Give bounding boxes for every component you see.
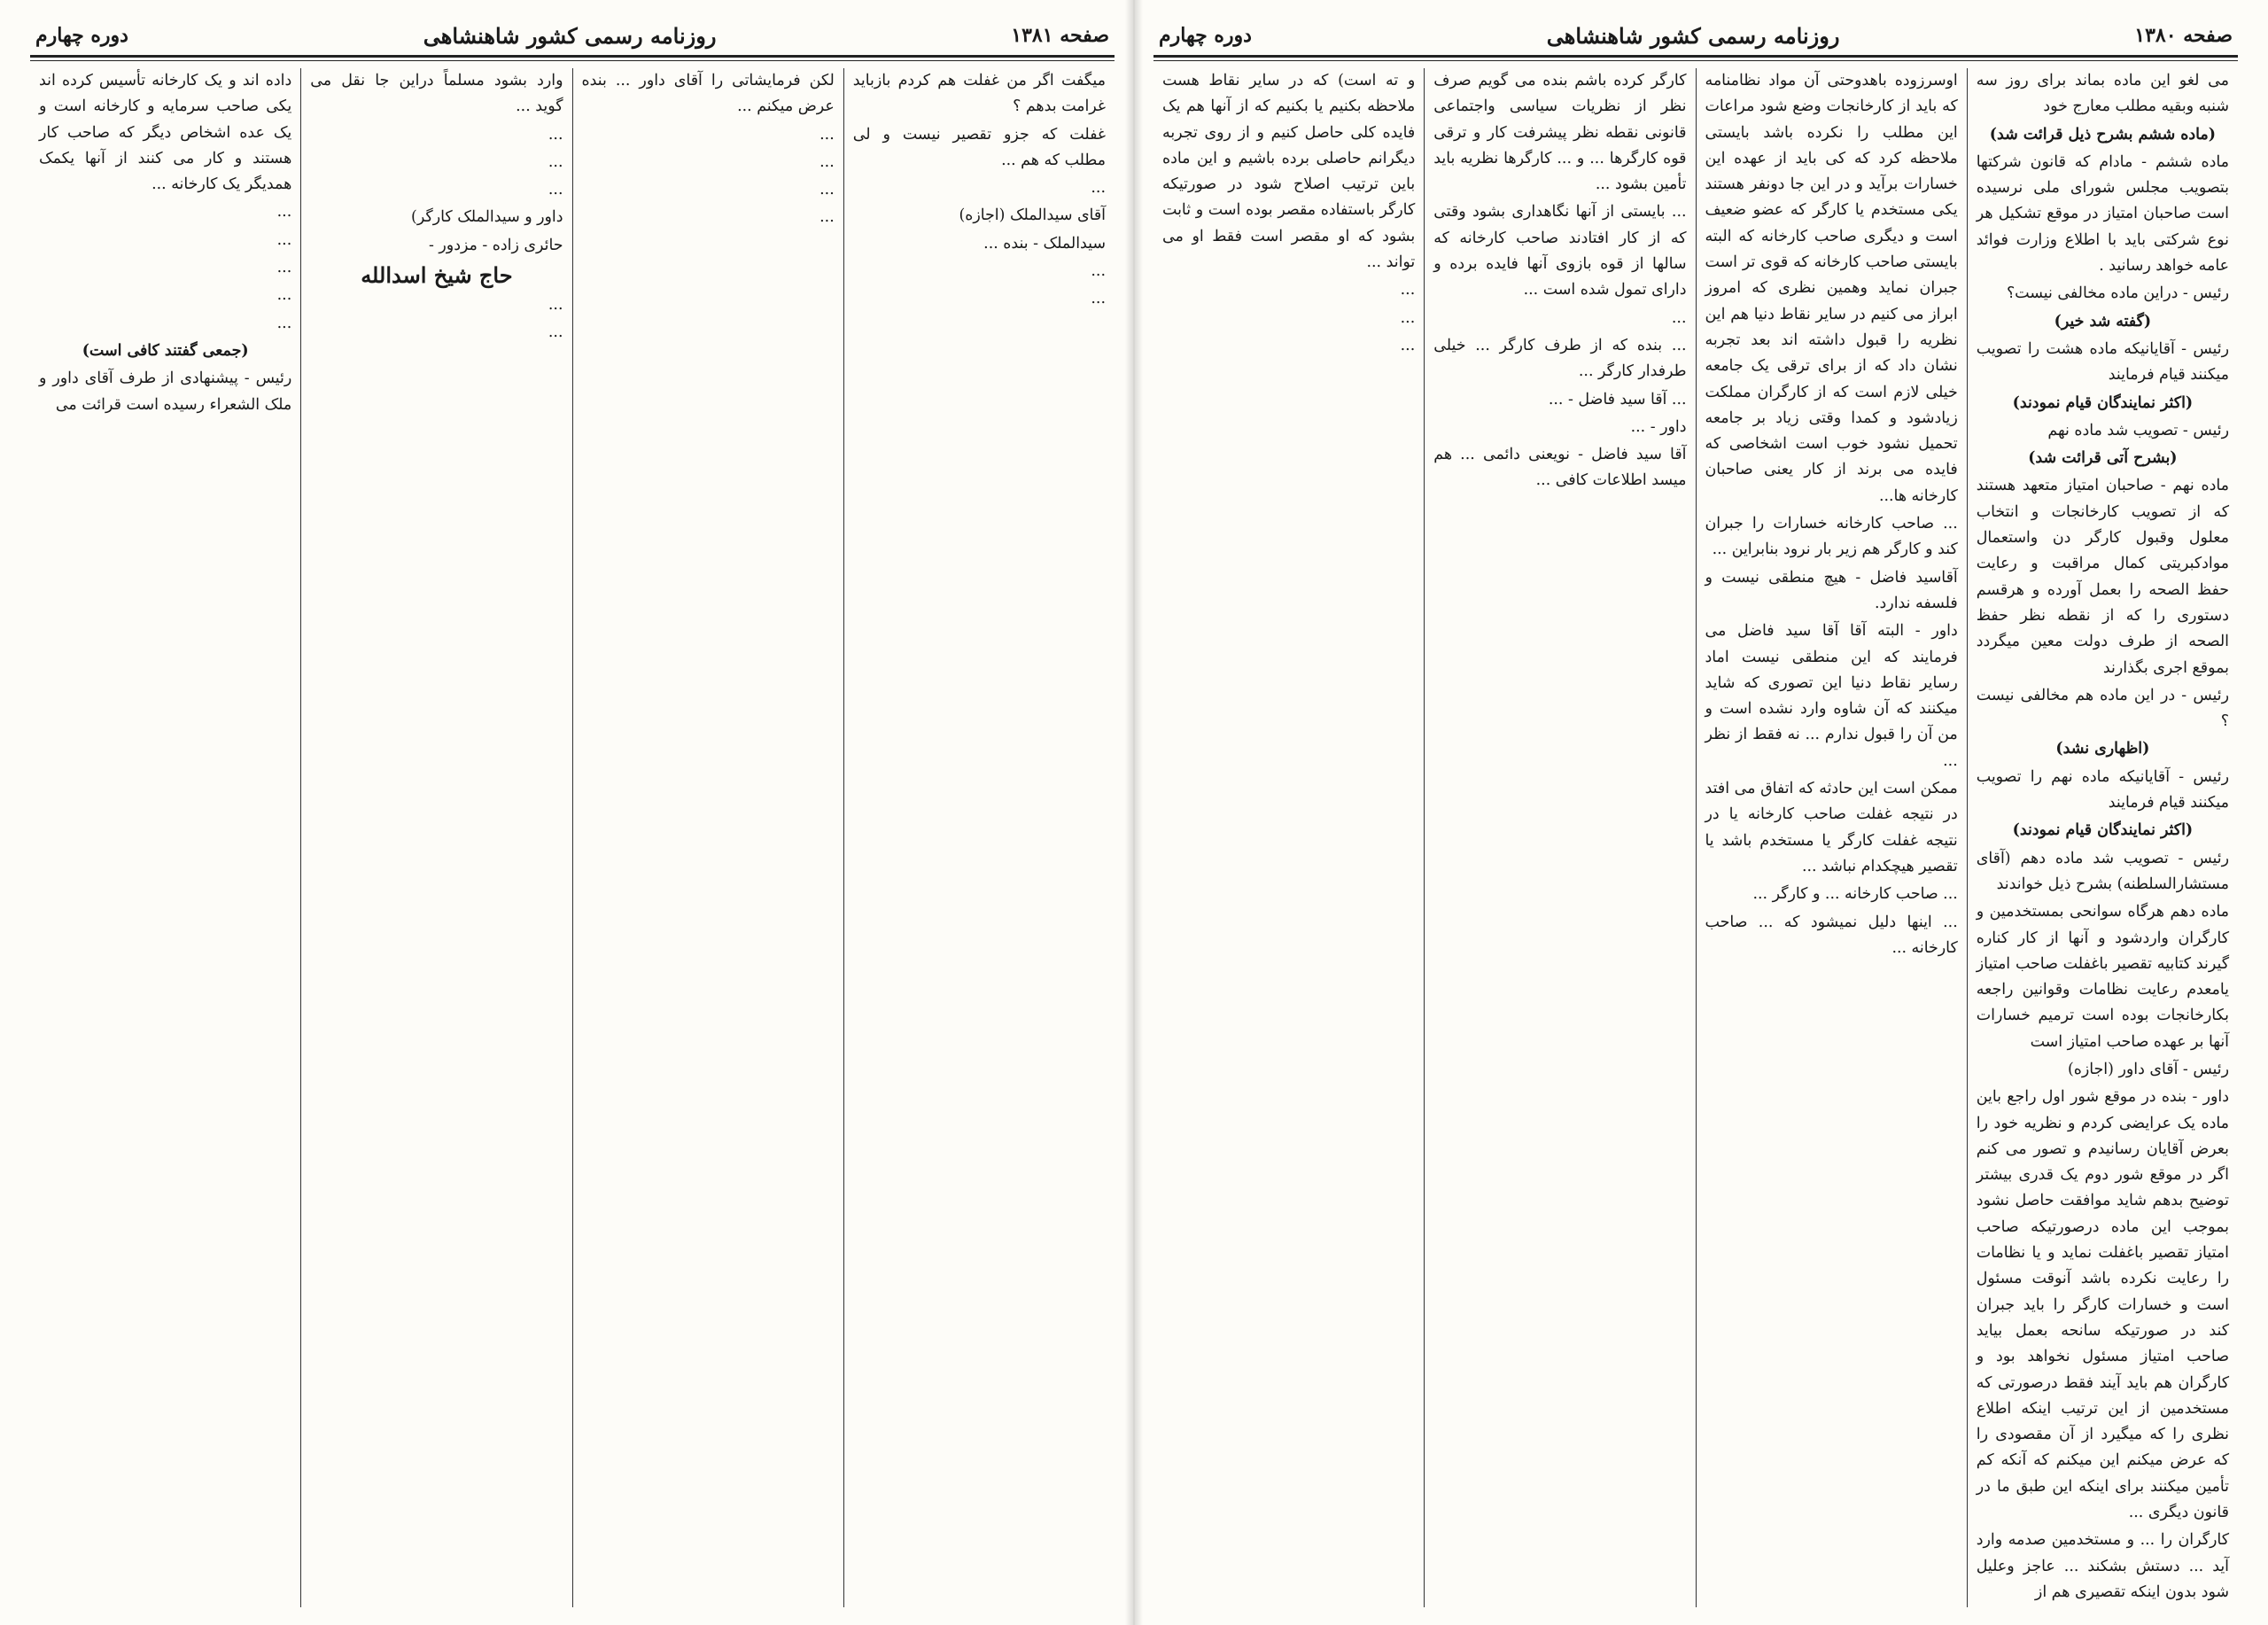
paragraph: کارگر کرده باشم بنده می گویم صرف نظر از نظریات سیاسی واجتماعی قانونی نقطه نظر پیشرفت کار و ترقی قوه کارگرها ... و ... کارگرها نظریه باید تأمین بشود ... [1433, 72, 1687, 194]
page-number: صفحه ۱۳۸۱ [1011, 24, 1109, 47]
paragraph: ... [548, 323, 563, 342]
speaker-paragraph: رئیس - پیشنهادی از طرف آقای داور و ملک الشعراء رسیده است قرائت می [39, 369, 292, 414]
paragraph: ... صاحب کارخانه ... و کارگر ... [1752, 885, 1958, 904]
paragraph: ... [276, 230, 292, 249]
text-column [1424, 68, 1695, 1607]
paragraph: ... [276, 286, 292, 305]
text-column [300, 68, 571, 1607]
procedural-note: (ماده ششم بشرح ذیل قرائت شد) [1989, 125, 2216, 144]
paragraph: آقای سیدالملک (اجازه) [959, 206, 1106, 225]
paragraph: ... [819, 208, 835, 227]
text-column [1153, 68, 1424, 1607]
paragraph: ... [819, 125, 835, 144]
text-column [843, 68, 1115, 1607]
paragraph: ... [819, 181, 835, 199]
paragraph: ... [1091, 179, 1106, 198]
series-label: دوره چهارم [1159, 24, 1252, 47]
speaker-paragraph: رئیس - آقای داور (اجازه) [2067, 1060, 2229, 1078]
paragraph: ... [276, 314, 292, 332]
header-rule [1153, 55, 2238, 61]
speaker-paragraph: رئیس - در این ماده هم مخالفی نیست ؟ [1976, 686, 2229, 731]
paragraph: ... صاحب کارخانه خسارات را جبران کند و کارگر هم زیر بار نرود بنابراین ... [1705, 515, 1958, 559]
newspaper-title: روزنامه رسمی کشور شاهنشاهی [1546, 22, 1840, 49]
paragraph: ... [1091, 262, 1106, 281]
speaker-paragraph: رئیس - تصویب شد ماده نهم [2047, 421, 2229, 439]
paragraph: ... [548, 152, 563, 171]
series-label: دوره چهارم [35, 24, 128, 47]
paragraph: ... [1091, 290, 1106, 308]
speaker-paragraph: سیدالملک - بنده ... [983, 234, 1106, 253]
paragraph: ماده دهم هرگاه سوانحی بمستخدمین و کارگران واردشود و آنها از کار کناره گیرند کتابیه تقصیر باغفلت صاحب امتیاز یامعدم رعایت نظامات وقوانین راجعه بکارخانجات بوده است ترمیم خسارات آنها بر عهده صاحب امتیاز است [1976, 903, 2229, 1051]
newspaper-title: روزنامه رسمی کشور شاهنشاهی [423, 22, 717, 49]
paragraph: داده اند و یک کارخانه تأسیس کرده اند یکی صاحب سرمایه و کارخانه است و یک عده اشخاص دیگر که صاحب کار هستند و کار می کنند از آنها یکمک همدیگر یک کارخانه ... [39, 72, 292, 194]
columns [30, 68, 1115, 1607]
paragraph: ماده ششم - مادام که قانون شرکتها بتصویب مجلس شورای ملی نرسیده است صاحبان امتیاز در موقع تشکیل هر نوع شرکتی باید با اطلاع وزارت فوائد عامه خواهد رسانید . [1976, 152, 2229, 276]
procedural-note: (اکثر نمایندگان قیام نمودند) [2012, 821, 2194, 840]
page-1380 [1134, 0, 2268, 1625]
procedural-note: (بشرح آتی قرائت شد) [2028, 449, 2178, 468]
header-rule [30, 55, 1115, 61]
speaker-paragraph: آقاسید فاضل - هیچ منطقی نیست و فلسفه ندارد. [1705, 568, 1958, 612]
columns [1153, 68, 2238, 1607]
paragraph: ... آقا سید فاضل - ... [1548, 390, 1687, 408]
text-column [30, 68, 300, 1607]
speaker-heading: حاج شیخ اسدالله [361, 262, 513, 289]
paragraph: ... [548, 125, 563, 144]
speaker-paragraph: داور - بنده در موقع شور اول راجع باین ماده یک عرایضی کردم و نظریه خود را بعرض آقایان رسانیدم و تصور می کنم اگر در موقع شور دوم یک قدری بیشتر توضیح بدهم شاید موافقت حاصل نشود بموجب این ماده درصورتیکه صاحب امتیاز تقصیر باغفلت نماید و یا نظامات را رعایت نکرده باشد آنوقت مسئول است و خسارات کارگر را باید جبران کند در صورتیکه سانحه بعمل بیاید صاحب امتیاز مسئول نخواهد بود و کارگران هم باید آیند فقط درصورتی که مستخدمین از این ترتیب اینکه اطلاع نظری را که میگیرد از آن مقصودی را که عرض میکنم این میکنم که آنکه کم تأمین میکنند برای اینکه این طبق ما در قانون دیگری ... [1976, 1088, 2229, 1522]
paragraph: ... بایستی از آنها نگاهداری بشود وقتی که از کار افتادند صاحب کارخانه که سالها از قوه بازوی آنها فایده برده و دارای تمول شده است ... [1433, 203, 1687, 299]
procedural-note: (اکثر نمایندگان قیام نمودند) [2012, 393, 2194, 412]
paragraph: ... [548, 181, 563, 199]
paragraph: ... بنده که از طرف کارگر ... خیلی طرفدار کارگر ... [1433, 336, 1687, 381]
paragraph: ... [548, 296, 563, 315]
text-column [1967, 68, 2238, 1607]
paragraph: ... [1400, 308, 1416, 327]
speaker-paragraph: داور - ... [1630, 417, 1687, 436]
paragraph: ... [276, 203, 292, 222]
speaker-paragraph: آقا سید فاضل - نویعنی دائمی ... هم میسد اطلاعات کافی ... [1433, 446, 1687, 490]
paragraph: غفلت که جزو تقصیر نیست و لی مطلب که هم ... [852, 125, 1106, 169]
paragraph: ... [819, 152, 835, 171]
paragraph: ... [276, 259, 292, 277]
speaker-paragraph: رئیس - آقایانیکه ماده نهم را تصویب میکنند قیام فرمایند [1976, 767, 2229, 812]
paragraph: ... [1400, 336, 1416, 354]
page-number: صفحه ۱۳۸۰ [2134, 24, 2233, 47]
procedural-note: (جمعی گفتند کافی است) [82, 341, 249, 360]
paragraph: ممکن است این حادثه که اتفاق می افتد در نتیجه غفلت صاحب کارخانه یا در نتیجه غفلت کارگر یا مستخدم باشد یا تقصیر هیچکدام نباشد ... [1705, 780, 1958, 875]
paragraph: ... [1400, 281, 1416, 299]
paragraph: لکن فرمایشاتی را آقای داور ... بنده عرض میکنم ... [581, 72, 835, 116]
procedural-note: (اظهاری نشد) [2055, 740, 2150, 758]
paragraph: ... اینها دلیل نمیشود که ... صاحب کارخانه ... [1705, 913, 1958, 957]
paragraph: داور و سیدالملک کارگر) [411, 208, 563, 227]
paragraph: میگفت اگر من غفلت هم کردم بازباید غرامت بدهم ؟ [852, 72, 1106, 116]
paragraph: وارد بشود مسلماً دراین جا نقل می گوید ... [310, 72, 563, 116]
paragraph: ... [1671, 308, 1687, 327]
text-column [1696, 68, 1967, 1607]
running-head [1153, 16, 2238, 55]
paragraph: ماده نهم - صاحبان امتیاز متعهد هستند که از تصویب کارخانجات و انتخاب معلول وقبول کارگر دن واستعمال موادکبریتی کمال مراقبت و رعایت حفظ الصحه را بعمل آورده و هرقسم دستوری را که از نقطه نظر حفظ الصحه از طرف دولت معین میگردد بموقع اجری بگذارند [1976, 477, 2229, 677]
text-column [572, 68, 843, 1607]
running-head [30, 16, 1115, 55]
paragraph: می لغو این ماده بماند برای روز سه شنبه وبقیه مطلب معارج خود [1976, 72, 2229, 116]
paragraph: و ته است) که در سایر نقاط هست ملاحظه بکنیم یا بکنیم که از آنها هم یک فایده کلی حاصل کنیم و از روی تجربه دیگرانم حاصلی برده باشیم و این ماده باین ترتیب اصلاح شود در صورتیکه کارگر باستفاده مقصر بوده است و ثابت بشود که او مقصر است فقط او می تواند ... [1162, 72, 1416, 272]
speaker-paragraph: حائری زاده - مزدور - [429, 236, 563, 254]
speaker-paragraph: رئیس - دراین ماده مخالفی نیست؟ [2006, 284, 2229, 303]
procedural-note: (گفته شد خیر) [2054, 312, 2152, 330]
speaker-paragraph: رئیس - آقایانیکه ماده هشت را تصویب میکنند قیام فرمایند [1976, 339, 2229, 385]
paragraph: اوسرزوده باهدوحتی آن مواد نظامنامه که باید از کارخانجات وضع شود مراعات این مطلب را نکرده باشد بایستی ملاحظه کرد که کی باید از عهده این خسارات برآید و در این جا دونفر هستند یکی مستخدم یا کارگر که عضو ضعیف است و دیگری صاحب کارخانه که البته بایستی صاحب کارخانه که قوی تر است جبران نماید وهمین نظری که امروز ابراز می کنیم در سایر نقاط دنیا هم این نظریه را قبول داشته اند بعد تجربه نشان داد که از برای ترقی یک جامعه خیلی لازم است که از کارگران مملکت زیادشود و کمدا وقتی زیاد بر جامعه تحمیل نشود خوب است اشخاصی که فایده می برند از کار یعنی صاحبان کارخانه ها... [1705, 72, 1958, 505]
speaker-paragraph: رئیس - تصویب شد ماده دهم (آقای مستشارالسلطنه) بشرح ذیل خواندند [1976, 849, 2229, 893]
speaker-paragraph: داور - البته آقا آقا سید فاضل می فرمایند که این منطقی نیست اماد رسایر نقاط دنیا این تصوری که شاید میکنند که آن شاوه وارد نشده است و من آن را قبول ندارم ... نه فقط از نظر ... [1705, 622, 1958, 770]
paragraph: کارگران را ... و مستخدمین صدمه وارد آید ... دستش بشکند ... عاجز وعلیل شود بدون اینکه تقصیری هم از [1976, 1531, 2229, 1601]
